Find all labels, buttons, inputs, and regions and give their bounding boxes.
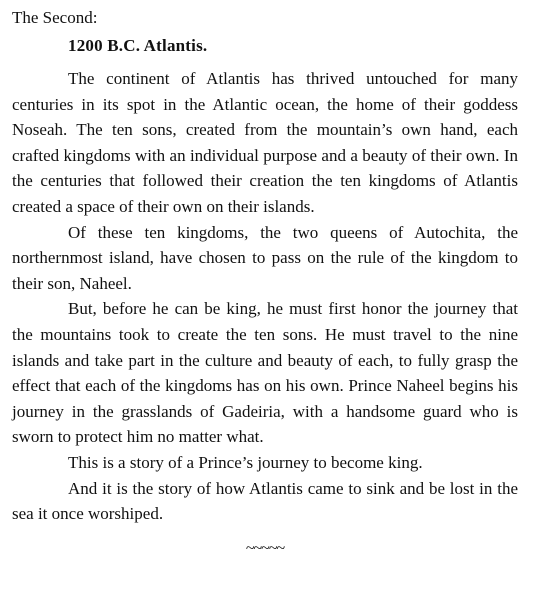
section-label: The Second: (12, 8, 98, 27)
paragraph-5: And it is the story of how Atlantis came to sink and be lost in the sea it once worshiped. (12, 478, 518, 524)
chapter-heading: 1200 B.C. Atlantis. (68, 36, 208, 55)
paragraph-2: Of these ten kingdoms, the two queens of Autochita, the northernmost island, have chosen to pass on the rule of the kingdom to their son, Naheel. (12, 222, 518, 293)
paragraph-3: But, before he can be king, he must first honor the journey that the mountains took to create the ten sons. He must travel to the nine islands and take part in the culture and beauty of each, to fully grasp the effect that each of the kingdoms has on his own. Prince Naheel begins his journey in the grasslands of Gadeiria, with a handsome guard who is sworn to protect him no matter what. (12, 299, 518, 447)
paragraph-4: This is a story of a Prince’s journey to become king. (68, 452, 423, 472)
section-ornament: ~~~~~ (245, 539, 285, 557)
document-page (12, 6, 518, 559)
paragraph-1: The continent of Atlantis has thrived untouched for many centuries in its spot in the Atlantic ocean, the home of their goddess Noseah. The ten sons, created from the mountain’s own hand, each crafted kingdoms with an individual purpose and a beauty of their own. In the centuries that followed their creation the ten kingdoms of Atlantis created a space of their own on their islands. (12, 69, 518, 216)
